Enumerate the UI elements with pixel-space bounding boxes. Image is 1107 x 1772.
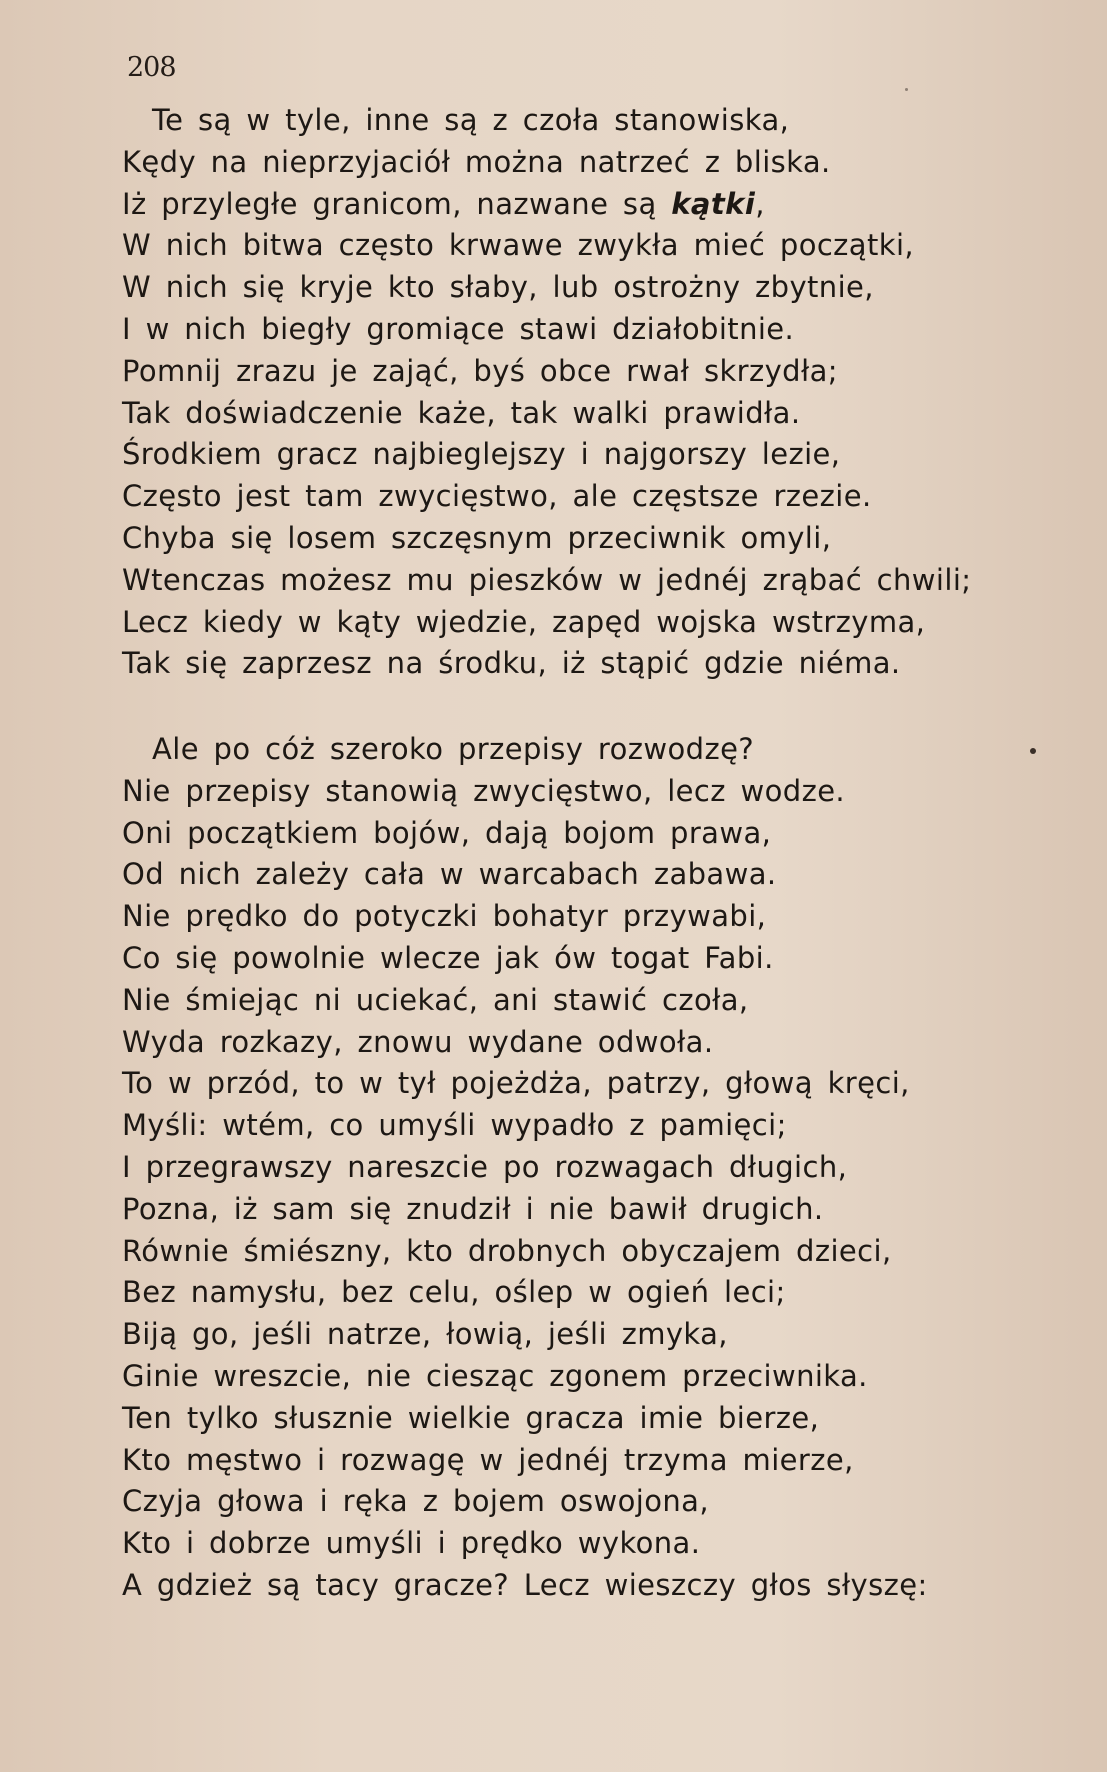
verse-line: W nich się kryje kto słaby, lub ostrożny zbytnie, (122, 270, 874, 305)
verse-line (122, 184, 1082, 226)
verse-line: Pomnij zrazu je zająć, byś obce rwał skrzydła; (122, 353, 838, 388)
paper-speck (905, 88, 908, 91)
verse-line: Czyja głowa i ręka z bojem oswojona, (122, 1484, 709, 1519)
verse-line: Chyba się losem szczęsnym przeciwnik omyli, (122, 520, 832, 555)
verse-line: Nie prędko do potyczki bohatyr przywabi, (122, 899, 767, 934)
verse-line: I przegrawszy nareszcie po rozwagach długich, (122, 1149, 848, 1184)
verse-line: Kto i dobrze umyśli i prędko wykona. (122, 1526, 701, 1561)
verse-line: Myśli: wtém, co umyśli wypadło z pamięci; (122, 1108, 787, 1143)
verse-line: Pozna, iż sam się znudził i nie bawił drugich. (122, 1191, 824, 1226)
verse-line: Nie przepisy stanowią zwycięstwo, lecz wodze. (122, 773, 846, 808)
verse-line: A gdzież są tacy gracze? Lecz wieszczy głos słyszę: (122, 1567, 928, 1602)
verse-line: Często jest tam zwycięstwo, ale częstsze rzezie. (122, 479, 872, 514)
verse-line: Kędy na nieprzyjaciół można natrzeć z bliska. (122, 144, 831, 179)
verse-line: Bez namysłu, bez celu, oślep w ogień leci; (122, 1275, 786, 1310)
verse-line: Ale po cóż szeroko przepisy rozwodzę? (152, 732, 755, 766)
verse-line: Biją go, jeśli natrze, łowią, jeśli zmyka, (122, 1317, 728, 1352)
verse-line: Środkiem gracz najbieglejszy i najgorszy lezie, (122, 437, 841, 472)
verse-line: I w nich biegły gromiące stawi działobitnie. (122, 311, 795, 346)
verse-line: Od nich zależy cała w warcabach zabawa. (122, 857, 777, 892)
stanza-1 (122, 100, 1082, 685)
verse-line: To w przód, to w tył pojeżdża, patrzy, głową kręci, (122, 1066, 910, 1101)
verse-text: , (755, 186, 765, 221)
verse-line: Nie śmiejąc ni uciekać, ani stawić czoła, (122, 982, 749, 1017)
stanza-2 (122, 729, 1082, 1607)
page-number: 208 (127, 52, 176, 83)
verse-line: Tak doświadczenie każe, tak walki prawidła. (122, 395, 801, 430)
verse-line: Równie śmiészny, kto drobnych obyczajem dzieci, (122, 1233, 892, 1268)
verse-line: W nich bitwa często krwawe zwykła mieć początki, (122, 228, 915, 263)
paper-speck (1030, 748, 1036, 754)
verse-line: Oni początkiem bojów, dają bojom prawa, (122, 815, 772, 850)
verse-line: Ten tylko słusznie wielkie gracza imie bierze, (122, 1400, 820, 1435)
verse-text: Iż przyległe granicom, nazwane są (122, 186, 672, 221)
verse-line: Ginie wreszcie, nie ciesząc zgonem przeciwnika. (122, 1358, 868, 1393)
verse-line: Tak się zaprzesz na środku, iż stąpić gdzie niéma. (122, 646, 901, 681)
verse-line: Wtenczas możesz mu pieszków w jednéj zrąbać chwili; (122, 562, 972, 597)
verse-line: Lecz kiedy w kąty wjedzie, zapęd wojska wstrzyma, (122, 604, 926, 639)
verse-line: Te są w tyle, inne są z czoła stanowiska, (152, 103, 790, 137)
verse-line: Wyda rozkazy, znowu wydane odwoła. (122, 1024, 714, 1059)
verse-line: Co się powolnie wlecze jak ów togat Fabi. (122, 940, 774, 975)
verse-line: Kto męstwo i rozwagę w jednéj trzyma mierze, (122, 1442, 854, 1477)
emphasized-word: kątki (671, 186, 756, 221)
